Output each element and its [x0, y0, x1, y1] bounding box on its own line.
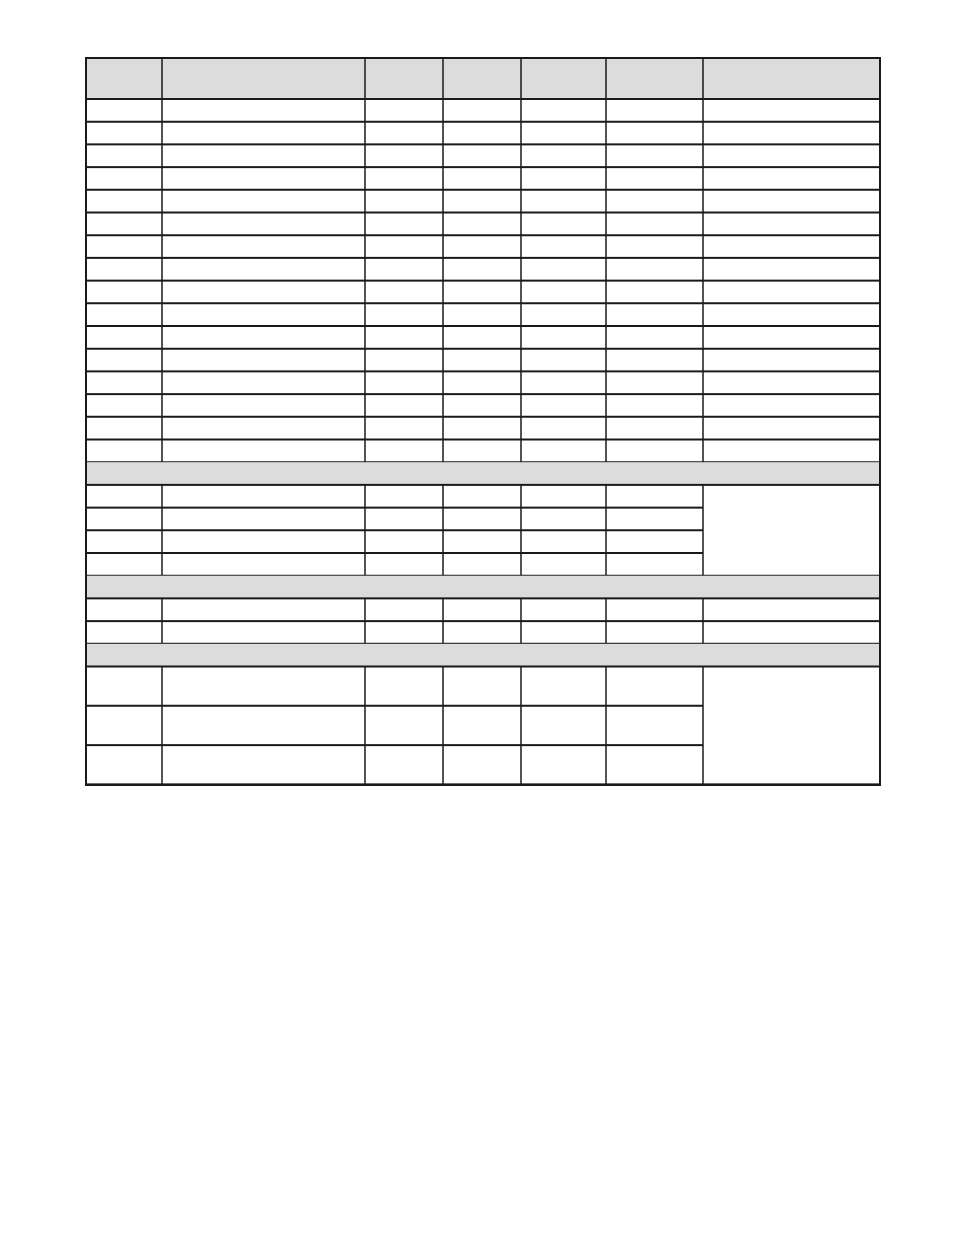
section-4-band: [85, 644, 881, 667]
section-2-band: [85, 462, 881, 485]
blank-form-table: [85, 57, 881, 786]
section-3-band: [85, 576, 881, 599]
header-row: [85, 57, 881, 99]
table-grid: [85, 57, 881, 786]
